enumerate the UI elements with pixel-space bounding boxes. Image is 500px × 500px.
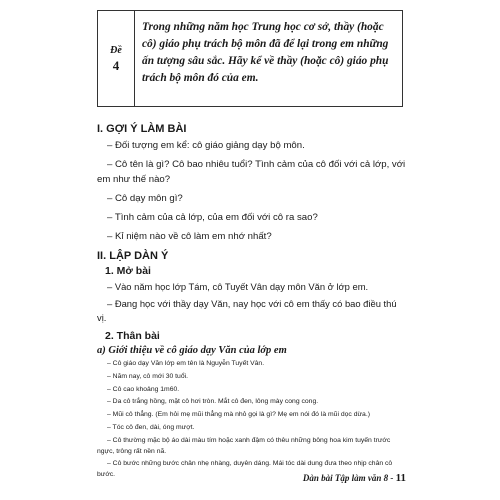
list-item: – Cô cao khoảng 1m60.	[107, 385, 180, 393]
sub-heading-mo-bai: 1. Mở bài	[105, 265, 151, 277]
list-item: – Đối tượng em kể: cô giáo giảng dạy bộ môn.	[107, 140, 305, 151]
topic-badge	[98, 11, 135, 106]
list-item: – Tình cảm của cả lớp, của em đối với cô ra sao?	[107, 212, 318, 223]
section-heading: II. LẬP DÀN Ý	[97, 250, 169, 262]
topic-label: Đề	[110, 44, 122, 56]
list-item: – Mũi cô thẳng. (Em hỏi mẹ mũi thẳng mà nhỏ gọi là gì? Mẹ em nói đó là mũi dọc dừa.)	[107, 411, 370, 419]
list-item: – Đang học với thầy dạy Văn, nay học với cô em thấy có bao điều thú vị.	[97, 297, 397, 324]
list-item: – Tóc cô đen, dài, óng mượt.	[107, 423, 195, 431]
list-item: – Kỉ niệm nào về cô làm em nhớ nhất?	[107, 231, 272, 242]
list-item: – Cô tên là gì? Cô bao nhiêu tuổi? Tình cảm của cô đối với cả lớp, với em như thế nào?	[97, 159, 406, 185]
footer-book-title: Dàn bài Tập làm văn 8 -	[302, 473, 394, 483]
section-goi-y	[97, 123, 407, 248]
list-item: – Cô bước những bước chân nhẹ nhàng, duyên dáng. Mái tóc dài dung đưa theo nhịp chân cô bước.	[97, 460, 393, 479]
topic-text: Trong những năm học Trung học cơ sở, thầy (hoặc cô) giáo phụ trách bộ môn đã để lại trong em những ấn tượng sâu sắc. Hãy kể về thầy (hoặc cô) giáo phụ trách bộ môn đó của em.	[142, 21, 389, 84]
section-than-bai	[97, 330, 407, 483]
list-item: – Năm nay, cô mới 30 tuổi.	[107, 372, 189, 380]
section-lap-dan-y	[97, 250, 407, 328]
section-heading: I. GỢI Ý LÀM BÀI	[97, 123, 187, 135]
page-number: 11	[395, 472, 406, 484]
list-item: – Cô giáo dạy Văn lớp em tên là Nguyễn Tuyết Vân.	[107, 360, 265, 367]
list-item: – Cô dạy môn gì?	[107, 193, 183, 204]
topic-box	[97, 10, 403, 107]
list-item: – Da cô trắng hồng, mặt cô hơi tròn. Mắt cô đen, lông mày cong cong.	[107, 398, 319, 406]
list-item: – Cô thường mặc bộ áo dài màu tím hoặc xanh đậm có thêu những bông hoa kim tuyến trước ngực, trông rất nền nã.	[97, 436, 391, 455]
list-item: – Vào năm học lớp Tám, cô Tuyết Vân dạy môn Văn ở lớp em.	[107, 281, 369, 292]
page-footer	[266, 472, 406, 484]
topic-number: 4	[112, 57, 120, 73]
sub-sub-heading: a) Giới thiệu về cô giáo dạy Văn của lớp em	[97, 345, 287, 356]
sub-heading-than-bai: 2. Thân bài	[105, 330, 160, 342]
